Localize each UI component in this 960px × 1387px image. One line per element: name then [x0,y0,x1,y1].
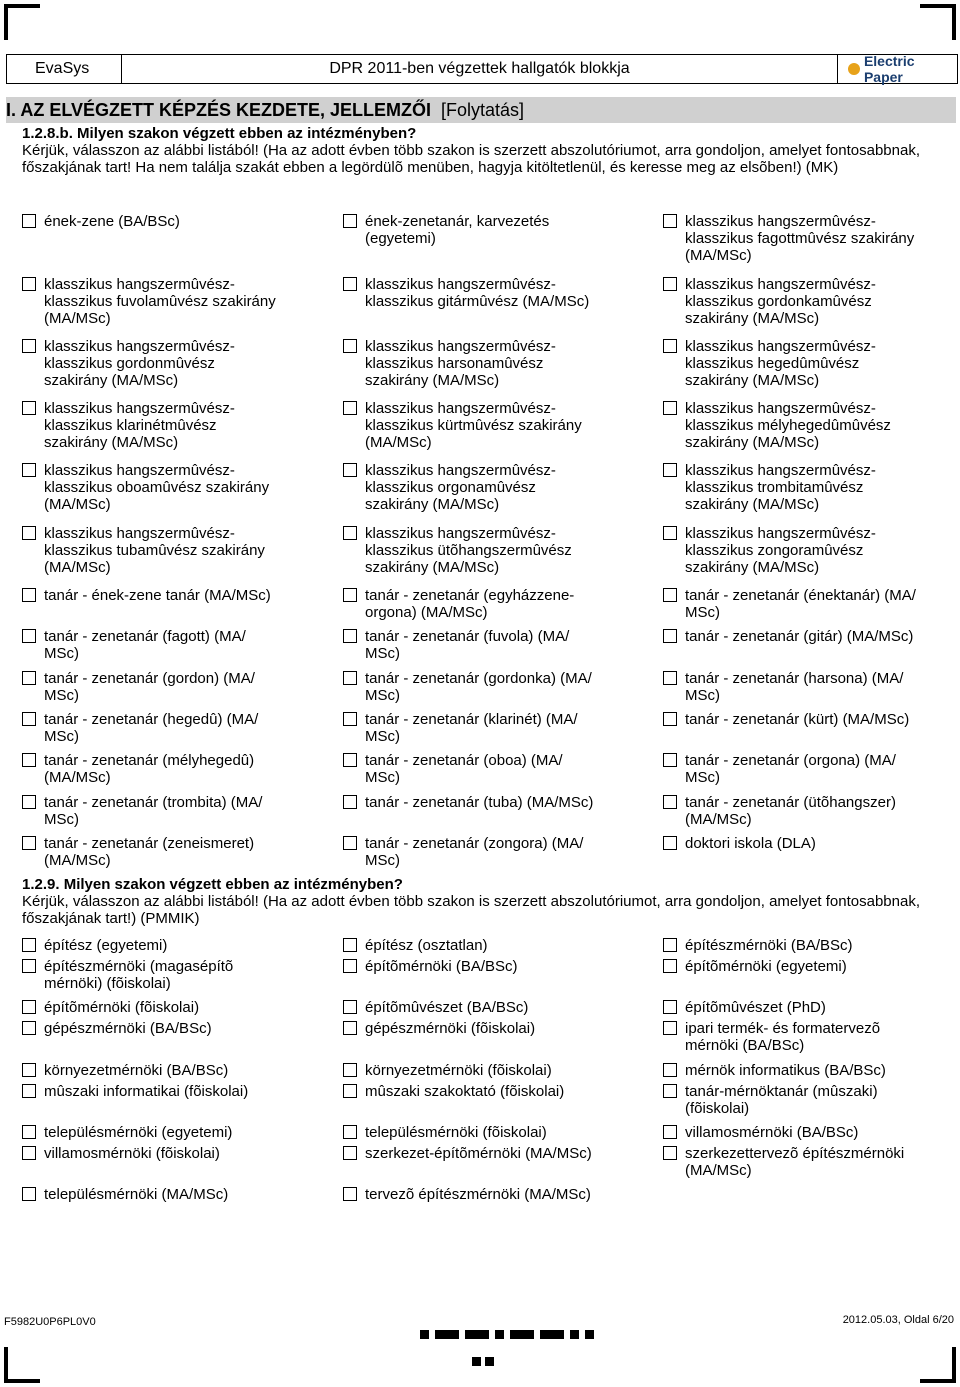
q2-option[interactable] [22,999,332,1016]
q1-option[interactable] [663,752,953,786]
q1-option[interactable] [663,587,953,621]
option-label: tanár - zenetanár (mélyhegedû) (MA/MSc) [44,752,255,786]
option-label: klasszikus hangszermûvész- klasszikus fagottmûvész szakirány (MA/MSc) [685,213,915,264]
q2-option[interactable] [343,1186,653,1203]
checkbox[interactable] [343,277,357,291]
checkbox[interactable] [663,1021,677,1035]
q2-option[interactable] [343,1145,653,1162]
option-label: klasszikus hangszermûvész- klasszikus zongoramûvész szakirány (MA/MSc) [685,525,876,576]
checkbox[interactable] [663,753,677,767]
option-label: villamosmérnöki (fõiskolai) [44,1145,220,1162]
q1-option[interactable] [343,276,653,310]
checkbox[interactable] [22,795,36,809]
question-number: 1.2.9. Milyen szakon végzett ebben az intézményben? [22,876,403,893]
option-label: klasszikus hangszermûvész- klasszikus gordonmûvész szakirány (MA/MSc) [44,338,235,389]
checkbox[interactable] [22,1125,36,1139]
q1-option[interactable] [22,587,332,604]
checkbox[interactable] [663,938,677,952]
option-label: klasszikus hangszermûvész- klasszikus orgonamûvész szakirány (MA/MSc) [365,462,556,513]
barcode-top-row [420,1330,594,1339]
checkbox[interactable] [343,1021,357,1035]
option-label: klasszikus hangszermûvész- klasszikus trombitamûvész szakirány (MA/MSc) [685,462,876,513]
checkbox[interactable] [663,671,677,685]
option-label: szerkezet-építõmérnöki (MA/MSc) [365,1145,592,1162]
q1-option[interactable] [343,670,653,704]
section-continuation: [Folytatás] [441,99,525,120]
option-label: tanár - zenetanár (trombita) (MA/ MSc) [44,794,263,828]
checkbox[interactable] [22,1084,36,1098]
q2-option[interactable] [663,1062,953,1079]
option-label: tanár - zenetanár (ütõhangszer) (MA/MSc) [685,794,896,828]
option-label: környezetmérnöki (BA/BSc) [44,1062,229,1079]
q1-option[interactable] [22,670,332,704]
checkbox[interactable] [22,959,36,973]
option-label: tanár-mérnöktanár (mûszaki) (fõiskolai) [685,1083,878,1117]
checkbox[interactable] [663,959,677,973]
q1-option[interactable] [343,835,653,869]
option-label: klasszikus hangszermûvész- klasszikus klarinétmûvész szakirány (MA/MSc) [44,400,235,451]
q1-option[interactable] [22,338,332,389]
checkbox[interactable] [343,1146,357,1160]
checkbox[interactable] [343,629,357,643]
option-label: tanár - zenetanár (harsona) (MA/ MSc) [685,670,904,704]
q1-option[interactable] [343,213,653,247]
q2-option[interactable] [22,1124,332,1141]
q2-option[interactable] [343,1020,653,1037]
checkbox[interactable] [663,1000,677,1014]
checkbox[interactable] [343,1000,357,1014]
checkbox[interactable] [22,1187,36,1201]
checkbox[interactable] [663,1084,677,1098]
option-label: tanár - zenetanár (tuba) (MA/MSc) [365,794,594,811]
checkbox[interactable] [343,671,357,685]
option-label: mérnök informatikus (BA/BSc) [685,1062,886,1079]
option-label: tanár - zenetanár (gordon) (MA/ MSc) [44,670,255,704]
form-title: DPR 2011-ben végzettek hallgatók blokkja [122,55,838,83]
option-label: ipari termék- és formatervezõ mérnöki (BA/BSc) [685,1020,881,1054]
checkbox[interactable] [663,1146,677,1160]
option-label: klasszikus hangszermûvész- klasszikus mélyhegedûmûvész szakirány (MA/MSc) [685,400,891,451]
q1-option[interactable] [22,752,332,786]
corner-mark-top-left [4,4,40,40]
option-label: építészmérnöki (BA/BSc) [685,937,853,954]
checkbox[interactable] [663,214,677,228]
checkbox[interactable] [663,401,677,415]
q2-option[interactable] [663,1020,953,1054]
option-label: tanár - zenetanár (klarinét) (MA/ MSc) [365,711,578,745]
barcode-bottom-row [472,1357,494,1366]
option-label: építõmûvészet (PhD) [685,999,826,1016]
checkbox[interactable] [22,938,36,952]
option-label: villamosmérnöki (BA/BSc) [685,1124,859,1141]
option-label: gépészmérnöki (BA/BSc) [44,1020,212,1037]
checkbox[interactable] [663,836,677,850]
option-label: klasszikus hangszermûvész- klasszikus harsonamûvész szakirány (MA/MSc) [365,338,556,389]
checkbox[interactable] [343,753,357,767]
option-label: klasszikus hangszermûvész- klasszikus hegedûmûvész szakirány (MA/MSc) [685,338,876,389]
q1-option[interactable] [343,752,653,786]
checkbox[interactable] [663,277,677,291]
q2-option[interactable] [343,1124,653,1141]
checkbox[interactable] [663,588,677,602]
checkbox[interactable] [22,712,36,726]
option-label: tanár - zenetanár (zongora) (MA/ MSc) [365,835,584,869]
checkbox[interactable] [343,214,357,228]
checkbox[interactable] [343,401,357,415]
checkbox[interactable] [343,1125,357,1139]
option-label: építõmûvészet (BA/BSc) [365,999,529,1016]
option-label: ének-zenetanár, karvezetés (egyetemi) [365,213,550,247]
checkbox[interactable] [22,629,36,643]
q2-option[interactable] [22,958,332,992]
option-label: tanár - zenetanár (énektanár) (MA/ MSc) [685,587,916,621]
option-label: építész (egyetemi) [44,937,168,954]
option-label: tanár - zenetanár (fagott) (MA/ MSc) [44,628,246,662]
q1-option[interactable] [663,711,953,728]
q1-option[interactable] [663,525,953,576]
option-label: építõmérnöki (BA/BSc) [365,958,518,975]
checkbox[interactable] [22,1146,36,1160]
option-label: tanár - zenetanár (gitár) (MA/MSc) [685,628,914,645]
checkbox[interactable] [663,526,677,540]
q1-option[interactable] [22,400,332,451]
option-label: településmérnöki (fõiskolai) [365,1124,547,1141]
q2-option[interactable] [343,1083,653,1100]
form-code: F5982U0P6PL0V0 [4,1316,96,1328]
checkbox[interactable] [343,938,357,952]
checkbox[interactable] [343,526,357,540]
q2-option[interactable] [22,1083,332,1100]
option-label: építõmérnöki (fõiskolai) [44,999,200,1016]
option-label: klasszikus hangszermûvész- klasszikus tubamûvész szakirány (MA/MSc) [44,525,265,576]
q1-option[interactable] [663,835,953,852]
checkbox[interactable] [343,959,357,973]
form-header [6,54,958,84]
corner-mark-bottom-right [920,1347,956,1383]
q2-option[interactable] [663,958,953,975]
checkbox[interactable] [663,1125,677,1139]
question-number: 1.2.8.b. Milyen szakon végzett ebben az intézményben? [22,125,417,142]
option-label: tanár - zenetanár (fuvola) (MA/ MSc) [365,628,570,662]
checkbox[interactable] [343,1187,357,1201]
q1-option[interactable] [663,794,953,828]
checkbox[interactable] [22,1063,36,1077]
q1-option[interactable] [22,276,332,327]
q2-option[interactable] [343,937,653,954]
q1-option[interactable] [663,462,953,513]
q1-option[interactable] [343,338,653,389]
q2-option[interactable] [343,999,653,1016]
checkbox[interactable] [22,401,36,415]
corner-mark-bottom-left [4,1347,40,1383]
option-label: környezetmérnöki (fõiskolai) [365,1062,552,1079]
q1-option[interactable] [343,794,653,811]
option-label: gépészmérnöki (fõiskolai) [365,1020,536,1037]
q1-option[interactable] [22,213,332,230]
checkbox[interactable] [22,214,36,228]
q1-option[interactable] [343,711,653,745]
option-label: mûszaki szakoktató (fõiskolai) [365,1083,565,1100]
checkbox[interactable] [22,526,36,540]
checkbox[interactable] [663,339,677,353]
q2-option[interactable] [663,1145,953,1179]
q1-option[interactable] [22,628,332,662]
page-info: 2012.05.03, Oldal 6/20 [842,1314,954,1326]
option-label: építész (osztatlan) [365,937,488,954]
question-text: Kérjük, válasszon az alábbi listából! (Ha az adott évben több szakon is szerzett abszolutóriumot, arra gondoljon, amelyet fontosabbnak, főszakjának tart!) (PMMIK) [22,893,921,927]
logo-icon [848,63,860,75]
checkbox[interactable] [22,671,36,685]
checkbox[interactable] [22,753,36,767]
option-label: tanár - zenetanár (orgona) (MA/ MSc) [685,752,896,786]
checkbox[interactable] [663,463,677,477]
checkbox[interactable] [343,588,357,602]
option-label: településmérnöki (MA/MSc) [44,1186,229,1203]
checkbox[interactable] [343,1084,357,1098]
q1-option[interactable] [343,462,653,513]
checkbox[interactable] [22,836,36,850]
option-label: klasszikus hangszermûvész- klasszikus fuvolamûvész szakirány (MA/MSc) [44,276,276,327]
checkbox[interactable] [22,588,36,602]
option-label: klasszikus hangszermûvész- klasszikus oboamûvész szakirány (MA/MSc) [44,462,270,513]
option-label: tanár - zenetanár (hegedû) (MA/ MSc) [44,711,259,745]
q2-option[interactable] [663,1083,953,1117]
logo-text: Electric Paper [863,53,915,85]
q2-option[interactable] [343,1062,653,1079]
checkbox[interactable] [663,795,677,809]
checkbox[interactable] [343,1063,357,1077]
checkbox[interactable] [343,836,357,850]
q1-option[interactable] [22,794,332,828]
q2-option[interactable] [22,937,332,954]
checkbox[interactable] [663,1063,677,1077]
question-1-2-8b [22,125,942,176]
q1-option[interactable] [343,587,653,621]
q2-option[interactable] [22,1145,332,1162]
q1-option[interactable] [22,462,332,513]
q2-option[interactable] [663,937,953,954]
option-label: klasszikus hangszermûvész- klasszikus ütõhangszermûvész szakirány (MA/MSc) [365,525,572,576]
q2-option[interactable] [343,958,653,975]
option-label: tanár - zenetanár (kürt) (MA/MSc) [685,711,910,728]
checkbox[interactable] [22,1000,36,1014]
checkbox[interactable] [22,277,36,291]
option-label: tervezõ építészmérnöki (MA/MSc) [365,1186,591,1203]
option-label: ének-zene (BA/BSc) [44,213,180,230]
q1-option[interactable] [343,400,653,451]
option-label: klasszikus hangszermûvész- klasszikus gitármûvész (MA/MSc) [365,276,590,310]
option-label: doktori iskola (DLA) [685,835,816,852]
checkbox[interactable] [663,712,677,726]
option-label: szerkezettervezõ építészmérnöki (MA/MSc) [685,1145,905,1179]
option-label: építészmérnöki (magasépítõ mérnöki) (fõiskolai) [44,958,234,992]
q1-option[interactable] [343,628,653,662]
checkbox[interactable] [22,339,36,353]
option-label: tanár - zenetanár (egyházzene- orgona) (MA/MSc) [365,587,575,621]
system-name: EvaSys [7,55,122,83]
q2-option[interactable] [22,1020,332,1037]
q1-option[interactable] [22,711,332,745]
option-label: tanár - zenetanár (oboa) (MA/ MSc) [365,752,563,786]
q2-option[interactable] [22,1062,332,1079]
checkbox[interactable] [663,629,677,643]
checkbox[interactable] [22,1021,36,1035]
checkbox[interactable] [22,463,36,477]
option-label: klasszikus hangszermûvész- klasszikus gordonkamûvész szakirány (MA/MSc) [685,276,876,327]
q1-option[interactable] [22,835,332,869]
option-label: építõmérnöki (egyetemi) [685,958,847,975]
option-label: klasszikus hangszermûvész- klasszikus kürtmûvész szakirány (MA/MSc) [365,400,582,451]
q2-option[interactable] [663,1124,953,1141]
checkbox[interactable] [343,712,357,726]
section-title: I. AZ ELVÉGZETT KÉPZÉS KEZDETE, JELLEMZŐI [6,99,432,120]
question-text: Kérjük, válasszon az alábbi listából! (Ha az adott évben több szakon is szerzett abszolutóriumot, arra gondoljon, amelyet fontosabbnak, főszakjának tart! Ha nem találja szakát ebben a legördülõ menüben, hagyja kitöltetlenül, és keresse meg az elsõben!) (MK) [22,142,921,176]
section-title-bar [6,97,956,123]
checkbox[interactable] [343,463,357,477]
q1-option[interactable] [663,276,953,327]
option-label: településmérnöki (egyetemi) [44,1124,233,1141]
option-label: mûszaki informatikai (fõiskolai) [44,1083,249,1100]
q1-option[interactable] [663,213,953,264]
checkbox[interactable] [343,795,357,809]
q1-option[interactable] [22,525,332,576]
question-1-2-9 [22,876,942,927]
option-label: tanár - zenetanár (gordonka) (MA/ MSc) [365,670,592,704]
q1-option[interactable] [663,338,953,389]
checkbox[interactable] [343,339,357,353]
electric-paper-logo [838,55,957,83]
q1-option[interactable] [663,670,953,704]
option-label: tanár - ének-zene tanár (MA/MSc) [44,587,271,604]
q2-option[interactable] [663,999,953,1016]
q1-option[interactable] [663,628,953,645]
q1-option[interactable] [343,525,653,576]
q2-option[interactable] [22,1186,332,1203]
option-label: tanár - zenetanár (zeneismeret) (MA/MSc) [44,835,255,869]
corner-mark-top-right [920,4,956,40]
q1-option[interactable] [663,400,953,451]
